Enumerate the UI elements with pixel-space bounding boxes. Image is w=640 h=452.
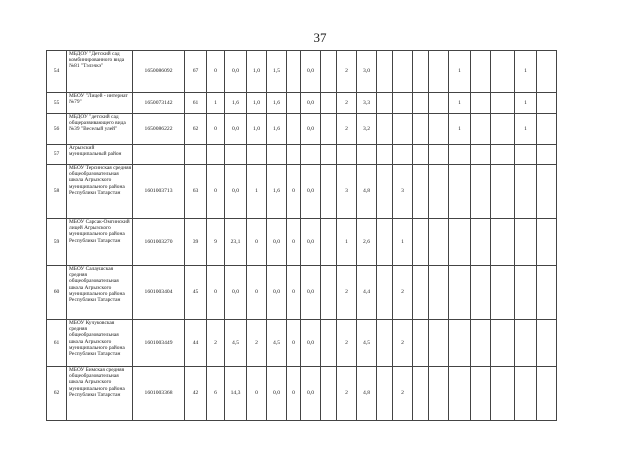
table-cell: 2: [337, 367, 357, 421]
table-row: [47, 145, 557, 165]
table-cell: 0: [207, 165, 225, 219]
table-cell: 6: [207, 367, 225, 421]
organization-code: 1601003404: [133, 266, 185, 320]
table-cell: [471, 266, 491, 320]
table-row: [47, 114, 557, 145]
table-cell: [429, 114, 449, 145]
table-cell: [515, 367, 537, 421]
table-cell: 0: [207, 266, 225, 320]
row-number: 60: [47, 266, 67, 320]
table-cell: [429, 165, 449, 219]
table-cell: [515, 320, 537, 367]
table-cell: [537, 93, 557, 114]
table-cell: 2: [337, 93, 357, 114]
organization-name: МБДОУ "Детский сад комбинированного вида №81 "Тэлэчкэ": [67, 51, 133, 93]
table-cell: 3,2: [357, 114, 377, 145]
table-cell: 1,0: [247, 51, 267, 93]
table-cell: [207, 145, 225, 165]
table-cell: 2: [247, 320, 267, 367]
table-cell: [377, 219, 393, 266]
organization-code: 1650073142: [133, 93, 185, 114]
organization-code: 1601003368: [133, 367, 185, 421]
table-cell: 1: [337, 219, 357, 266]
table-cell: [321, 145, 337, 165]
table-cell: [287, 93, 301, 114]
organization-name: МБДОУ "детский сад общеразвивающего вида №39 "Веселый улей": [67, 114, 133, 145]
table-cell: 0,0: [225, 266, 247, 320]
row-number: 55: [47, 93, 67, 114]
table-cell: 0,0: [301, 266, 321, 320]
table-cell: [515, 266, 537, 320]
table-cell: [413, 145, 429, 165]
table-cell: [429, 266, 449, 320]
table-cell: [429, 51, 449, 93]
organization-code: 1601003449: [133, 320, 185, 367]
table-cell: [491, 165, 515, 219]
table-cell: [471, 219, 491, 266]
table-cell: 2: [337, 114, 357, 145]
table-cell: 9: [207, 219, 225, 266]
row-number: 59: [47, 219, 67, 266]
table-cell: [491, 266, 515, 320]
table-cell: [491, 93, 515, 114]
table-cell: [393, 145, 413, 165]
table-cell: 0: [287, 165, 301, 219]
table-cell: 1: [247, 165, 267, 219]
table-cell: [377, 320, 393, 367]
table-cell: 3,3: [357, 93, 377, 114]
table-cell: 1: [449, 114, 471, 145]
table-cell: [449, 367, 471, 421]
table-cell: [429, 93, 449, 114]
table-cell: 1: [515, 51, 537, 93]
table-cell: 14,3: [225, 367, 247, 421]
table-cell: [321, 114, 337, 145]
table-cell: [413, 266, 429, 320]
organization-name: МБОУ Терсинская средняя общеобразовательная школа Агрызского муниципального района Республики Татарстан: [67, 165, 133, 219]
table-cell: [449, 219, 471, 266]
table-cell: [537, 114, 557, 145]
row-number: 61: [47, 320, 67, 367]
row-number: 58: [47, 165, 67, 219]
table-cell: [449, 320, 471, 367]
table-cell: [449, 266, 471, 320]
table-cell: [393, 93, 413, 114]
table-cell: 2: [393, 266, 413, 320]
table-cell: [413, 51, 429, 93]
table-cell: [393, 114, 413, 145]
table-cell: [449, 145, 471, 165]
table-cell: 0,0: [301, 165, 321, 219]
table-cell: 1,0: [247, 93, 267, 114]
table-cell: 45: [185, 266, 207, 320]
table-cell: [537, 51, 557, 93]
table-cell: [471, 165, 491, 219]
table-cell: 0,0: [267, 367, 287, 421]
table-cell: [413, 165, 429, 219]
table-cell: 3: [393, 165, 413, 219]
table-cell: 62: [185, 114, 207, 145]
table-cell: [321, 93, 337, 114]
table-cell: [377, 93, 393, 114]
table-row: [47, 165, 557, 219]
table-cell: [471, 145, 491, 165]
organization-name: Агрызский муниципальный район: [67, 145, 133, 165]
table-cell: 0: [287, 266, 301, 320]
table-cell: 67: [185, 51, 207, 93]
data-table: [46, 50, 557, 421]
table-cell: 61: [185, 93, 207, 114]
table-cell: 0,0: [301, 219, 321, 266]
table-cell: 3: [337, 165, 357, 219]
table-cell: 1,6: [225, 93, 247, 114]
row-number: 57: [47, 145, 67, 165]
table-cell: 1,0: [247, 114, 267, 145]
table-cell: 0: [247, 367, 267, 421]
table-cell: [287, 51, 301, 93]
table-cell: 0,0: [225, 165, 247, 219]
table-cell: [537, 367, 557, 421]
table-cell: 2,6: [357, 219, 377, 266]
table-cell: 0,0: [301, 114, 321, 145]
table-cell: [491, 367, 515, 421]
table-cell: [267, 145, 287, 165]
table-cell: [429, 219, 449, 266]
table-cell: [515, 145, 537, 165]
organization-code: [133, 145, 185, 165]
table-cell: 2: [337, 51, 357, 93]
table-row: [47, 93, 557, 114]
table-cell: 0: [207, 51, 225, 93]
table-cell: 0: [287, 320, 301, 367]
table-cell: 2: [393, 320, 413, 367]
organization-name: МБОУ Салаушская средняя общеобразовательная школа Агрызского муниципального района Республики Татарстан: [67, 266, 133, 320]
table-cell: [185, 145, 207, 165]
table-cell: [337, 145, 357, 165]
table-cell: [429, 320, 449, 367]
table-cell: 2: [207, 320, 225, 367]
table-cell: 1,5: [267, 51, 287, 93]
table-cell: [393, 51, 413, 93]
table-cell: [491, 145, 515, 165]
table-cell: [321, 367, 337, 421]
table-cell: [377, 165, 393, 219]
table-cell: 4,5: [267, 320, 287, 367]
table-cell: 1: [515, 93, 537, 114]
row-number: 62: [47, 367, 67, 421]
table-cell: [321, 320, 337, 367]
table-cell: 1: [207, 93, 225, 114]
table-cell: 0: [247, 219, 267, 266]
table-cell: [537, 320, 557, 367]
table-row: [47, 367, 557, 421]
table-cell: 1: [393, 219, 413, 266]
table-cell: 1,6: [267, 114, 287, 145]
table-cell: 0: [247, 266, 267, 320]
table-cell: [377, 266, 393, 320]
organization-name: МБОУ Бимская средняя общеобразовательная школа Агрызского муниципального района Республики Татарстан: [67, 367, 133, 421]
table-cell: [413, 114, 429, 145]
table-cell: [471, 367, 491, 421]
table-row: [47, 266, 557, 320]
table-cell: 4,8: [357, 367, 377, 421]
table-cell: [537, 266, 557, 320]
table-cell: [471, 320, 491, 367]
table-cell: 44: [185, 320, 207, 367]
table-cell: 1,6: [267, 93, 287, 114]
row-number: 54: [47, 51, 67, 93]
organization-name: МБОУ "Лицей - интернат №79": [67, 93, 133, 114]
table-cell: [377, 145, 393, 165]
table-cell: [321, 51, 337, 93]
table-cell: 0,0: [225, 114, 247, 145]
table-cell: [491, 320, 515, 367]
row-number: 56: [47, 114, 67, 145]
table-cell: 1: [449, 93, 471, 114]
table-cell: [537, 219, 557, 266]
table-cell: 0: [287, 219, 301, 266]
table-cell: [413, 219, 429, 266]
table-cell: [471, 114, 491, 145]
table-cell: [413, 367, 429, 421]
organization-name: МБОУ Кучуковская средняя общеобразовательная школа Агрызского муниципального района Республики Татарстан: [67, 320, 133, 367]
table-cell: 0,0: [301, 367, 321, 421]
table-cell: [413, 320, 429, 367]
table-cell: 4,4: [357, 266, 377, 320]
table-cell: 0,0: [301, 51, 321, 93]
table-cell: [471, 93, 491, 114]
table-cell: [471, 51, 491, 93]
table-cell: [225, 145, 247, 165]
table-cell: 4,8: [357, 165, 377, 219]
table-cell: 1,6: [267, 165, 287, 219]
table-cell: 39: [185, 219, 207, 266]
table-cell: [247, 145, 267, 165]
table-cell: 63: [185, 165, 207, 219]
table-cell: [287, 114, 301, 145]
table-cell: [357, 145, 377, 165]
table-cell: [321, 266, 337, 320]
table-cell: 42: [185, 367, 207, 421]
table-cell: [449, 165, 471, 219]
table-cell: 4,5: [357, 320, 377, 367]
table-cell: 0,0: [301, 320, 321, 367]
table-cell: 3,0: [357, 51, 377, 93]
table-row: [47, 320, 557, 367]
organization-code: 1601003713: [133, 165, 185, 219]
table-cell: [287, 145, 301, 165]
table-cell: [301, 145, 321, 165]
table-cell: [515, 165, 537, 219]
table-cell: 23,1: [225, 219, 247, 266]
table-cell: [377, 114, 393, 145]
table-cell: [377, 367, 393, 421]
table-row: [47, 51, 557, 93]
table-cell: 0: [287, 367, 301, 421]
table-cell: [321, 219, 337, 266]
page-number: 37: [313, 30, 327, 45]
table-cell: [491, 114, 515, 145]
table-cell: 2: [337, 266, 357, 320]
organization-code: 1601003270: [133, 219, 185, 266]
table-cell: 1: [449, 51, 471, 93]
organization-code: 1650086092: [133, 51, 185, 93]
table-cell: 2: [337, 320, 357, 367]
table-cell: [321, 165, 337, 219]
table-cell: [537, 165, 557, 219]
organization-code: 1650086222: [133, 114, 185, 145]
table-cell: [429, 367, 449, 421]
table-cell: [413, 93, 429, 114]
organization-name: МБОУ Сарсак-Омгинский лицей Агрызского муниципального района Республики Татарстан: [67, 219, 133, 266]
table-cell: 0: [207, 114, 225, 145]
table-cell: 4,5: [225, 320, 247, 367]
table-cell: 0,0: [267, 266, 287, 320]
table-cell: [537, 145, 557, 165]
table-cell: 0,0: [267, 219, 287, 266]
table-cell: [515, 219, 537, 266]
table-cell: 0,0: [225, 51, 247, 93]
table-cell: [429, 145, 449, 165]
table-cell: 0,0: [301, 93, 321, 114]
table-row: [47, 219, 557, 266]
table-cell: [491, 219, 515, 266]
table-cell: 1: [515, 114, 537, 145]
table-cell: 2: [393, 367, 413, 421]
table-cell: [377, 51, 393, 93]
table-cell: [491, 51, 515, 93]
